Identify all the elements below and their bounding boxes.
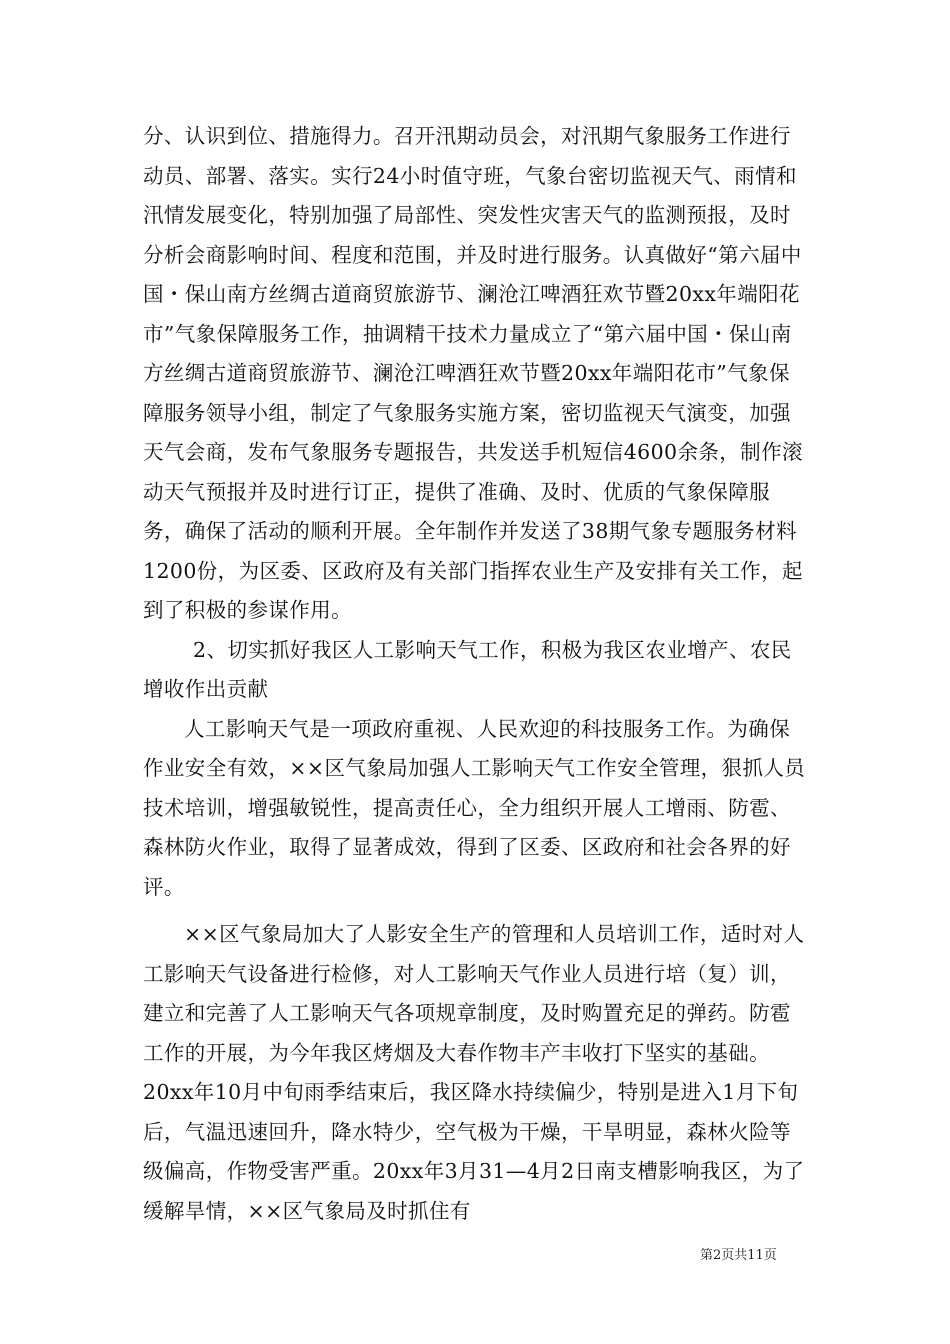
document-body xyxy=(143,117,807,1231)
paragraph-gap xyxy=(143,907,807,915)
section-heading-weather-modification: 2、切实抓好我区人工影响天气工作，积极为我区农业增产、农民增收作出贡献 xyxy=(143,637,792,701)
paragraph-weather-modification-intro: 人工影响天气是一项政府重视、人民欢迎的科技服务工作。为确保作业安全有效，××区气象局加强人工影响天气工作安全管理，狠抓人员技术培训，增强敏锐性，提高责任心，全力组织开展人工增雨、防雹、森林防火作业，取得了显著成效，得到了区委、区政府和社会各界的好评。 xyxy=(143,716,806,899)
page-number-footer: 第2页共11页 xyxy=(700,1248,777,1263)
paragraph-flood-service: 分、认识到位、措施得力。召开汛期动员会，对汛期气象服务工作进行动员、部署、落实。实行24小时值守班，气象台密切监视天气、雨情和汛情发展变化，特别加强了局部性、突发性灾害天气的监测预报，及时分析会商影响时间、程度和范围，并及时进行服务。认真做好“第六届中国・保山南方丝绸古道商贸旅游节、澜沧江啤酒狂欢节暨20xx年端阳花市”气象保障服务工作，抽调精干技术力量成立了“第六届中国・保山南方丝绸古道商贸旅游节、澜沧江啤酒狂欢节暨20xx年端阳花市”气象保障服务领导小组，制定了气象服务实施方案，密切监视天气演变，加强天气会商，发布气象服务专题报告，共发送手机短信4600余条，制作滚动天气预报并及时进行订正，提供了准确、及时、优质的气象保障服务，确保了活动的顺利开展。全年制作并发送了38期气象专题服务材料1200份，为区委、区政府及有关部门指挥农业生产及安排有关工作，起到了积极的参谋作用。 xyxy=(143,124,803,622)
paragraph-safety-training: ××区气象局加大了人影安全生产的管理和人员培训工作，适时对人工影响天气设备进行检修，对人工影响天气作业人员进行培（复）训，建立和完善了人工影响天气各项规章制度，及时购置充足的弹药。防雹工作的开展，为今年我区烤烟及大春作物丰产丰收打下坚实的基础。20xx年10月中旬雨季结束后，我区降水持续偏少，特别是进入1月下旬后，气温迅速回升，降水特少，空气极为干燥，干旱明显，森林火险等级偏高，作物受害严重。20xx年3月31—4月2日南支槽影响我区，为了缓解旱情，××区气象局及时抓住有 xyxy=(143,922,805,1223)
